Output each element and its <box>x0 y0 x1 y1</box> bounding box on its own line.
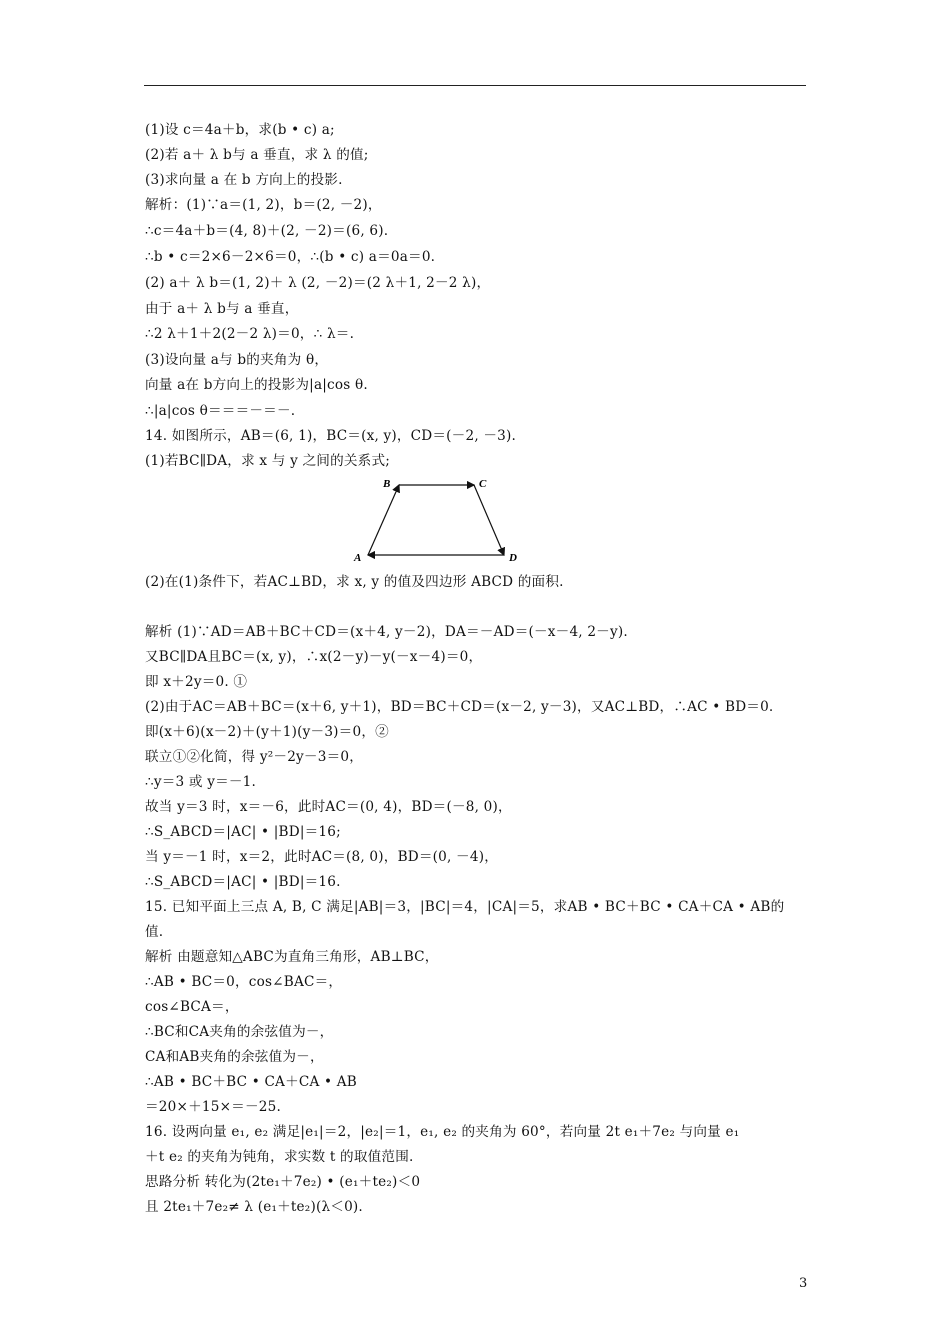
text-line: (2)在(1)条件下，若AC⊥BD，求 x, y 的值及四边形 ABCD 的面积. <box>145 574 564 590</box>
text-line: (2) a＋ λ b＝(1, 2)＋ λ (2, －2)＝(2 λ＋1, 2－2 λ)， <box>145 275 491 291</box>
text-line: 即(x＋6)(x－2)＋(y＋1)(y－3)＝0，② <box>145 724 389 740</box>
vector-ab <box>368 485 399 555</box>
text-line: 联立①②化简，得 y²－2y－3＝0， <box>145 749 364 765</box>
page-number: 3 <box>799 1276 808 1291</box>
trapezoid-figure <box>352 476 532 568</box>
text-line: ∴BC和CA夹角的余弦值为－， <box>145 1024 334 1040</box>
text-line: cos∠BCA＝， <box>145 999 239 1015</box>
text-line: (1)设 c＝4a＋b，求(b • c) a; <box>145 122 335 138</box>
text-line: ∴c＝4a＋b＝(4, 8)＋(2, －2)＝(6, 6). <box>145 223 389 239</box>
text-line: ∴2 λ＋1＋2(2－2 λ)＝0，∴ λ＝. <box>145 326 355 342</box>
text-line: 14. 如图所示，AB＝(6, 1)，BC＝(x, y)，CD＝(－2, －3). <box>145 428 517 444</box>
text-line: 解析：(1)∵a＝(1, 2)，b＝(2, －2)， <box>145 197 382 213</box>
text-line: 解析 由题意知△ABC为直角三角形，AB⊥BC， <box>145 949 439 965</box>
text-line: 即 x＋2y＝0. ① <box>145 674 248 690</box>
text-line: ∴y＝3 或 y＝－1. <box>145 774 257 790</box>
text-line: ∴AB • BC＝0，cos∠BAC＝， <box>145 974 343 990</box>
text-line: ∴S_ABCD＝|AC| • |BD|＝16; <box>145 824 341 840</box>
text-line: 16. 设两向量 e₁, e₂ 满足|e₁|＝2，|e₂|＝1，e₁, e₂ 的夹角为 60°，若向量 2t e₁＋7e₂ 与向量 e₁ <box>145 1124 740 1140</box>
vertex-label-c: C <box>479 478 487 490</box>
text-line: ∴AB • BC＋BC • CA＋CA • AB <box>145 1074 357 1090</box>
header-rule <box>144 85 806 86</box>
text-line: 且 2te₁＋7e₂≠ λ (e₁＋te₂)(λ＜0). <box>145 1199 363 1215</box>
vertex-label-d: D <box>509 552 517 564</box>
vertex-label-a: A <box>354 552 362 564</box>
vector-cd <box>474 485 504 555</box>
text-line: ＝20×＋15×＝－25. <box>145 1099 281 1115</box>
text-line: 故当 y＝3 时，x＝－6，此时AC＝(0, 4)，BD＝(－8, 0)， <box>145 799 512 815</box>
vertex-label-b: B <box>383 478 391 490</box>
text-line: 思路分析 转化为(2te₁＋7e₂) • (e₁＋te₂)＜0 <box>145 1174 421 1190</box>
text-line: CA和AB夹角的余弦值为－， <box>145 1049 324 1065</box>
text-line: 由于 a＋ λ b与 a 垂直， <box>145 301 299 317</box>
text-line: 值. <box>145 924 164 940</box>
text-line: 向量 a在 b方向上的投影为|a|cos θ. <box>145 377 368 393</box>
text-line: (3)设向量 a与 b的夹角为 θ， <box>145 352 329 368</box>
text-line: ＋t e₂ 的夹角为钝角，求实数 t 的取值范围. <box>145 1149 414 1165</box>
text-line: ∴b • c＝2×6－2×6＝0，∴(b • c) a＝0a＝0. <box>145 249 436 265</box>
text-line: 又BC∥DA且BC＝(x, y)，∴x(2－y)－y(－x－4)＝0， <box>145 649 483 665</box>
text-line: 解析 (1)∵AD＝AB＋BC＋CD＝(x＋4, y－2)，DA＝－AD＝(－x－4, 2－y). <box>145 624 628 640</box>
text-line: 当 y＝－1 时，x＝2，此时AC＝(8, 0)，BD＝(0, －4)， <box>145 849 498 865</box>
text-line: (3)求向量 a 在 b 方向上的投影. <box>145 172 343 188</box>
text-line: ∴S_ABCD＝|AC| • |BD|＝16. <box>145 874 341 890</box>
text-line: (2)由于AC＝AB＋BC＝(x＋6, y＋1)，BD＝BC＋CD＝(x－2, y－3)，又AC⊥BD，∴AC • BD＝0. <box>145 699 774 715</box>
text-line: ∴|a|cos θ＝＝＝－＝－. <box>145 403 296 419</box>
text-line: (2)若 a＋ λ b与 a 垂直，求 λ 的值; <box>145 147 369 163</box>
text-line: (1)若BC∥DA，求 x 与 y 之间的关系式; <box>145 453 391 469</box>
text-line: 15. 已知平面上三点 A, B, C 满足|AB|＝3，|BC|＝4，|CA|＝5，求AB • BC＋BC • CA＋CA • AB的 <box>145 899 785 915</box>
